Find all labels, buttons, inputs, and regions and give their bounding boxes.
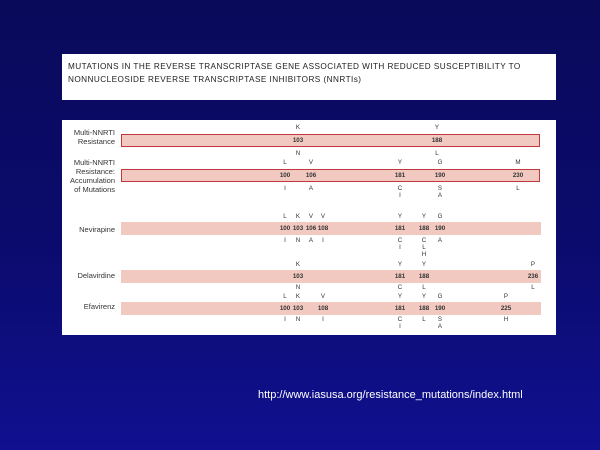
- delavirdine-position-103: 103: [292, 273, 304, 280]
- delavirdine-mutation-181: C: [397, 284, 403, 291]
- nevirapine-mutation-108: I: [322, 237, 324, 244]
- delavirdine-mutation-236: L: [531, 284, 535, 291]
- nevirapine-position-190: 190: [434, 225, 446, 232]
- multi-nnrti-accumulation-position-106: 106: [305, 172, 317, 179]
- efavirenz-mutation-225: H: [503, 316, 509, 323]
- delavirdine-mutation-188: L: [422, 284, 426, 291]
- nevirapine-position-106: 106: [305, 225, 317, 232]
- efavirenz-wildtype-225: P: [503, 293, 509, 300]
- efavirenz-wildtype-181: Y: [397, 293, 403, 300]
- efavirenz-position-225: 225: [500, 305, 512, 312]
- multi-nnrti-accumulation-position-230: 230: [512, 172, 524, 179]
- multi-nnrti-accumulation-mutation-190: S A: [437, 185, 443, 199]
- efavirenz-wildtype-108: V: [320, 293, 326, 300]
- multi-nnrti-accumulation-position-190: 190: [434, 172, 446, 179]
- delavirdine-position-188: 188: [418, 273, 430, 280]
- delavirdine-wildtype-103: K: [295, 261, 301, 268]
- efavirenz-mutation-108: I: [322, 316, 324, 323]
- delavirdine-position-236: 236: [527, 273, 539, 280]
- nevirapine-wildtype-100: L: [283, 213, 287, 220]
- nevirapine-mutation-100: I: [284, 237, 286, 244]
- multi-nnrti-resistance-wildtype-188: Y: [434, 124, 440, 131]
- nevirapine-mutation-106: A: [308, 237, 314, 244]
- multi-nnrti-accumulation-position-181: 181: [394, 172, 406, 179]
- multi-nnrti-accumulation-mutation-181: C I: [397, 185, 403, 199]
- multi-nnrti-accumulation-label: Multi-NNRTI Resistance: Accumulation of Mutations: [69, 158, 115, 194]
- efavirenz-position-181: 181: [394, 305, 406, 312]
- efavirenz-label: Efavirenz: [83, 302, 115, 311]
- efavirenz-mutation-103: N: [295, 316, 301, 323]
- nevirapine-mutation-190: A: [437, 237, 443, 244]
- efavirenz-mutation-100: I: [284, 316, 286, 323]
- title-line-2: NONNUCLEOSIDE REVERSE TRANSCRIPTASE INHIBITORS (NNRTIs): [68, 75, 362, 84]
- multi-nnrti-accumulation-wildtype-190: G: [437, 159, 443, 166]
- nevirapine-wildtype-108: V: [320, 213, 326, 220]
- efavirenz-position-108: 108: [317, 305, 329, 312]
- multi-nnrti-resistance-mutation-103: N: [295, 150, 301, 157]
- nevirapine-mutation-103: N: [295, 237, 301, 244]
- efavirenz-position-190: 190: [434, 305, 446, 312]
- nevirapine-wildtype-106: V: [308, 213, 314, 220]
- mutation-figure: [62, 120, 556, 335]
- multi-nnrti-resistance-wildtype-103: K: [295, 124, 301, 131]
- multi-nnrti-accumulation-mutation-106: A: [308, 185, 314, 192]
- multi-nnrti-resistance-position-103: 103: [292, 137, 304, 144]
- nevirapine-wildtype-188: Y: [421, 213, 427, 220]
- delavirdine-wildtype-181: Y: [397, 261, 403, 268]
- nevirapine-wildtype-103: K: [295, 213, 301, 220]
- efavirenz-mutation-190: S A: [437, 316, 443, 330]
- multi-nnrti-resistance-band: [121, 134, 540, 147]
- nevirapine-label: Nevirapine: [79, 225, 115, 234]
- delavirdine-band: [121, 270, 541, 283]
- nevirapine-band: [121, 222, 541, 235]
- efavirenz-band: [121, 302, 541, 315]
- delavirdine-mutation-103: N: [295, 284, 301, 291]
- efavirenz-wildtype-190: G: [437, 293, 443, 300]
- efavirenz-position-103: 103: [292, 305, 304, 312]
- efavirenz-mutation-188: L: [422, 316, 426, 323]
- efavirenz-wildtype-100: L: [283, 293, 287, 300]
- nevirapine-mutation-188: C L H: [421, 237, 427, 258]
- multi-nnrti-accumulation-position-100: 100: [279, 172, 291, 179]
- multi-nnrti-accumulation-mutation-230: L: [516, 185, 520, 192]
- multi-nnrti-accumulation-wildtype-230: M: [515, 159, 521, 166]
- multi-nnrti-accumulation-wildtype-106: V: [308, 159, 314, 166]
- efavirenz-wildtype-188: Y: [421, 293, 427, 300]
- nevirapine-position-108: 108: [317, 225, 329, 232]
- delavirdine-label: Delavirdine: [77, 271, 115, 280]
- delavirdine-wildtype-188: Y: [421, 261, 427, 268]
- nevirapine-position-100: 100: [279, 225, 291, 232]
- multi-nnrti-resistance-position-188: 188: [431, 137, 443, 144]
- efavirenz-mutation-181: C I: [397, 316, 403, 330]
- multi-nnrti-resistance-mutation-188: L: [435, 150, 439, 157]
- multi-nnrti-resistance-label: Multi-NNRTI Resistance: [73, 128, 115, 146]
- source-url[interactable]: http://www.iasusa.org/resistance_mutations/index.html: [258, 389, 523, 401]
- nevirapine-wildtype-181: Y: [397, 213, 403, 220]
- efavirenz-wildtype-103: K: [295, 293, 301, 300]
- multi-nnrti-accumulation-wildtype-181: Y: [397, 159, 403, 166]
- nevirapine-position-103: 103: [292, 225, 304, 232]
- multi-nnrti-accumulation-band: [121, 169, 540, 182]
- delavirdine-wildtype-236: P: [530, 261, 536, 268]
- title-line-1: MUTATIONS IN THE REVERSE TRANSCRIPTASE GENE ASSOCIATED WITH REDUCED SUSCEPTIBILITY TO: [68, 62, 521, 71]
- nevirapine-position-188: 188: [418, 225, 430, 232]
- multi-nnrti-accumulation-wildtype-100: L: [283, 159, 287, 166]
- nevirapine-position-181: 181: [394, 225, 406, 232]
- efavirenz-position-100: 100: [279, 305, 291, 312]
- nevirapine-mutation-181: C I: [397, 237, 403, 251]
- multi-nnrti-accumulation-mutation-100: I: [284, 185, 286, 192]
- nevirapine-wildtype-190: G: [437, 213, 443, 220]
- efavirenz-position-188: 188: [418, 305, 430, 312]
- title-box: [62, 54, 556, 100]
- delavirdine-position-181: 181: [394, 273, 406, 280]
